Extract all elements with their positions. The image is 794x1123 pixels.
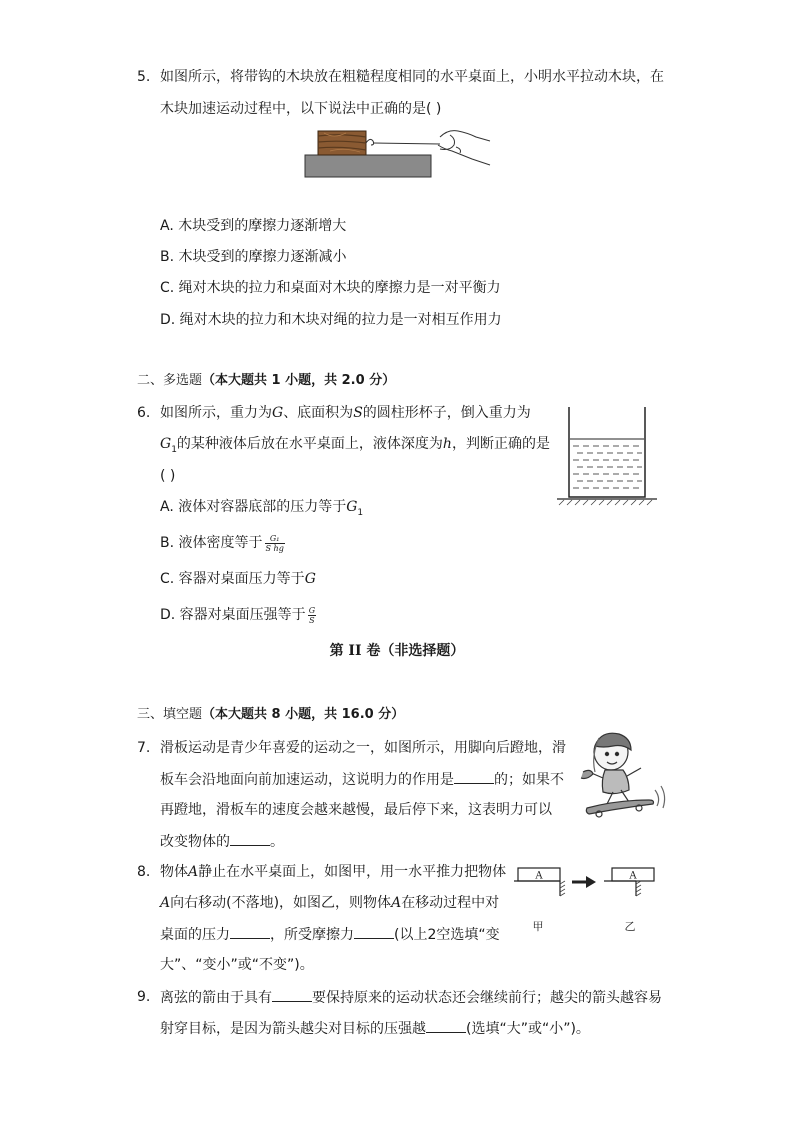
q9-line2: 射穿目标，是因为箭头越尖对目标的压强越 (选填“大”或“小”)。 bbox=[160, 1018, 590, 1039]
q7-line4: 改变物体的 。 bbox=[160, 831, 284, 852]
q7-line2: 板车会沿地面向前加速运动，这说明力的作用是 的；如果不 bbox=[160, 769, 564, 790]
q6-option-c: C. 容器对桌面压力等于G bbox=[160, 571, 316, 587]
section-2-detail: （本大题共 1 小题，共 2.0 分） bbox=[202, 373, 396, 388]
q6-option-b: B. 液体密度等于 $\frac{\text{G₁}}{\text{S hg}}$ bbox=[160, 533, 284, 553]
q7-blank-1[interactable] bbox=[454, 769, 494, 784]
q5-option-b: B. 木块受到的摩擦力逐渐减小 bbox=[160, 249, 347, 265]
q8-block-figure bbox=[508, 860, 670, 938]
fig-yi-label: 乙 bbox=[624, 920, 636, 933]
q6-stem-line1: 如图所示，重力为G、底面积为S的圆柱形杯子，倒入重力为 bbox=[160, 405, 531, 421]
q6-option-b-fraction: $\frac{\text{G₁}}{\text{S hg}}$ bbox=[265, 533, 284, 553]
fig-yi-block-label: A bbox=[629, 870, 637, 882]
q7-line1: 滑板运动是青少年喜爱的运动之一，如图所示，用脚向后蹬地，滑 bbox=[160, 740, 566, 756]
q6-stem-line2: $G_1$的某种液体后放在水平桌面上，液体深度为h，判断正确的是 bbox=[160, 436, 550, 455]
skateboard-girl-icon bbox=[581, 733, 665, 817]
q6-cup-figure bbox=[555, 405, 659, 507]
q8-line2: A向右移动(不落地)，如图乙，则物体A在移动过程中对 bbox=[160, 895, 500, 911]
figure-jia bbox=[514, 868, 565, 933]
section-3-prefix: 三、填空题 bbox=[137, 707, 203, 722]
q9-blank-1[interactable] bbox=[272, 987, 312, 1002]
q8-number: 8. bbox=[137, 864, 151, 880]
fig-jia-label: 甲 bbox=[532, 920, 544, 933]
q8-blank-1[interactable] bbox=[230, 924, 270, 939]
figure-yi bbox=[604, 868, 654, 933]
section-3-heading bbox=[137, 706, 404, 724]
section-2-heading bbox=[137, 372, 395, 390]
liquid-hatching bbox=[573, 446, 642, 488]
q5-stem-line1: 如图所示，将带钩的木块放在粗糙程度相同的水平桌面上，小明水平拉动木块，在 bbox=[160, 69, 664, 85]
fig-jia-block-label: A bbox=[535, 870, 543, 882]
q8-blank-2[interactable] bbox=[354, 924, 394, 939]
q7-skateboard-girl-figure bbox=[577, 724, 669, 822]
section-3-detail: （本大题共 8 小题，共 16.0 分） bbox=[202, 707, 405, 722]
q5-option-a: A. 木块受到的摩擦力逐渐增大 bbox=[160, 218, 347, 234]
q7-line3: 再蹬地，滑板车的速度会越来越慢，最后停下来，这表明力可以 bbox=[160, 802, 552, 818]
q6-option-d-fraction: $\frac{G}{S}$ bbox=[308, 605, 316, 625]
q5-wood-block-figure bbox=[300, 123, 495, 181]
q5-stem-line2: 木块加速运动过程中，以下说法中正确的是( ) bbox=[160, 101, 442, 117]
q6-option-a: A. 液体对容器底部的压力等于$G_1$ bbox=[160, 499, 364, 518]
arrow-right-icon bbox=[572, 876, 596, 888]
section-2-prefix: 二、多选题 bbox=[137, 373, 203, 388]
wood-block-icon bbox=[318, 131, 366, 155]
q6-number: 6. bbox=[137, 405, 151, 421]
q8-line3: 桌面的压力 ，所受摩擦力 (以上2空选填“变 bbox=[160, 924, 500, 945]
q6-option-d: D. 容器对桌面压强等于 $\frac{G}{S}$ bbox=[160, 605, 316, 625]
table-hatching bbox=[559, 500, 652, 505]
q6-stem-line3: ( ) bbox=[160, 468, 176, 484]
part-2-title: 第 II 卷（非选择题） bbox=[329, 643, 465, 659]
q5-option-c: C. 绳对木块的拉力和桌面对木块的摩擦力是一对平衡力 bbox=[160, 280, 501, 296]
q5-number: 5. bbox=[137, 69, 151, 85]
q5-option-d: D. 绳对木块的拉力和木块对绳的拉力是一对相互作用力 bbox=[160, 312, 502, 328]
hand-icon bbox=[438, 131, 490, 165]
q9-line1: 离弦的箭由于具有 要保持原来的运动状态还会继续前行；越尖的箭头越容易 bbox=[160, 987, 662, 1008]
q8-line1: 物体A静止在水平桌面上，如图甲，用一水平推力把物体 bbox=[160, 864, 507, 880]
q7-number: 7. bbox=[137, 740, 151, 756]
q9-blank-2[interactable] bbox=[426, 1018, 466, 1033]
q8-line4: 大”、“变小”或“不变”)。 bbox=[160, 957, 314, 973]
q7-blank-2[interactable] bbox=[230, 831, 270, 846]
q9-number: 9. bbox=[137, 989, 151, 1005]
